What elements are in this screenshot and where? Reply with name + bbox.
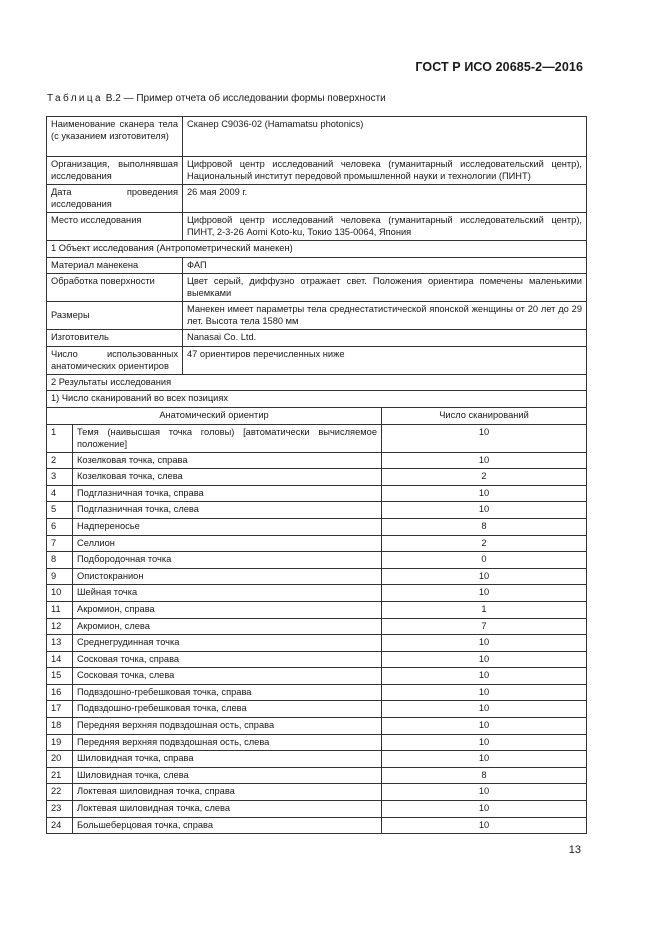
landmark-name: Сосковая точка, справа <box>73 651 382 668</box>
scan-count: 10 <box>382 751 587 768</box>
landmark-number: 12 <box>47 618 73 635</box>
subsection-title: 1) Число сканирований во всех позициях <box>47 391 587 408</box>
scan-count: 2 <box>382 535 587 552</box>
landmark-number: 11 <box>47 601 73 618</box>
table-row <box>47 784 587 801</box>
info-value: Цифровой центр исследований человека (гуманитарный исследовательский центр), Национальный институт передовой промышленной науки и технологии (ПИНТ) <box>183 157 587 185</box>
object-label: Материал манекена <box>47 257 183 274</box>
landmark-name: Шиловидная точка, справа <box>73 751 382 768</box>
landmark-number: 10 <box>47 585 73 602</box>
table-row <box>47 801 587 818</box>
scan-count: 7 <box>382 618 587 635</box>
object-row-landmark-count <box>47 346 587 374</box>
landmark-name: Акромион, слева <box>73 618 382 635</box>
table-row <box>47 469 587 486</box>
landmark-name: Передняя верхняя подвздошная ость, слева <box>73 734 382 751</box>
scan-count: 10 <box>382 485 587 502</box>
scan-count: 10 <box>382 684 587 701</box>
landmark-number: 2 <box>47 452 73 469</box>
landmark-name: Локтевая шиловидная точка, справа <box>73 784 382 801</box>
scan-count: 0 <box>382 552 587 569</box>
scan-count: 2 <box>382 469 587 486</box>
table-row <box>47 635 587 652</box>
landmark-number: 5 <box>47 502 73 519</box>
landmark-name: Подглазничная точка, справа <box>73 485 382 502</box>
landmark-name: Селлион <box>73 535 382 552</box>
object-row-manufacturer <box>47 330 587 347</box>
landmark-name: Передняя верхняя подвздошная ость, справа <box>73 718 382 735</box>
scan-count: 8 <box>382 518 587 535</box>
landmark-rows <box>47 424 587 834</box>
table-row <box>47 552 587 569</box>
scan-count: 10 <box>382 718 587 735</box>
scan-count: 10 <box>382 585 587 602</box>
scan-count: 1 <box>382 601 587 618</box>
landmark-number: 14 <box>47 651 73 668</box>
table-row <box>47 452 587 469</box>
object-value: Манекен имеет параметры тела среднестатистической японской женщины от 20 лет до 29 лет. Высота тела 1580 мм <box>183 302 587 330</box>
object-label: Число использованных анатомических ориентиров <box>47 346 183 374</box>
landmark-name: Большеберцовая точка, справа <box>73 817 382 834</box>
landmark-header-row <box>47 407 587 424</box>
object-value: 47 ориентиров перечисленных ниже <box>183 346 587 374</box>
scan-count: 10 <box>382 784 587 801</box>
scan-count: 10 <box>382 502 587 519</box>
object-value: Nanasai Co. Ltd. <box>183 330 587 347</box>
table-row <box>47 701 587 718</box>
table-row <box>47 424 587 452</box>
landmark-name: Надпереносье <box>73 518 382 535</box>
landmark-name: Подвздошно-гребешковая точка, справа <box>73 684 382 701</box>
landmark-name: Шейная точка <box>73 585 382 602</box>
landmark-number: 22 <box>47 784 73 801</box>
scan-count: 10 <box>382 635 587 652</box>
scan-count: 10 <box>382 568 587 585</box>
landmark-name: Среднегрудинная точка <box>73 635 382 652</box>
info-row-scanner <box>47 117 587 157</box>
info-row-organization <box>47 157 587 185</box>
info-label: Место исследования <box>47 213 183 241</box>
column-header-scans: Число сканирований <box>382 407 587 424</box>
landmark-name: Козелковая точка, слева <box>73 469 382 486</box>
landmark-number: 17 <box>47 701 73 718</box>
landmark-name: Опистокранион <box>73 568 382 585</box>
landmark-number: 6 <box>47 518 73 535</box>
info-label: Организация, выполнявшая исследования <box>47 157 183 185</box>
object-value: ФАП <box>183 257 587 274</box>
object-label: Обработка поверхности <box>47 274 183 302</box>
table-row <box>47 568 587 585</box>
landmark-number: 23 <box>47 801 73 818</box>
info-value: Сканер C9036-02 (Hamamatsu photonics) <box>183 117 587 157</box>
object-label: Размеры <box>47 302 183 330</box>
table-row <box>47 734 587 751</box>
table-row <box>47 535 587 552</box>
section-title: 1 Объект исследования (Антропометрический манекен) <box>47 241 587 258</box>
scan-count: 10 <box>382 452 587 469</box>
section-row <box>47 374 587 391</box>
landmark-number: 4 <box>47 485 73 502</box>
standard-designation: ГОСТ Р ИСО 20685-2—2016 <box>415 60 583 74</box>
table-row <box>47 651 587 668</box>
landmark-number: 13 <box>47 635 73 652</box>
landmark-number: 3 <box>47 469 73 486</box>
info-value: 26 мая 2009 г. <box>183 185 587 213</box>
object-row-dimensions <box>47 302 587 330</box>
landmark-name: Шиловидная точка, слева <box>73 767 382 784</box>
table-row <box>47 684 587 701</box>
landmark-name: Сосковая точка, слева <box>73 668 382 685</box>
table-row <box>47 751 587 768</box>
table-row <box>47 502 587 519</box>
scan-count: 10 <box>382 801 587 818</box>
landmark-name: Подвздошно-гребешковая точка, слева <box>73 701 382 718</box>
info-row-location <box>47 213 587 241</box>
object-label: Изготовитель <box>47 330 183 347</box>
landmark-number: 1 <box>47 424 73 452</box>
scan-count: 10 <box>382 734 587 751</box>
table-row <box>47 668 587 685</box>
info-row-date <box>47 185 587 213</box>
info-label: Наименование сканера тела (с указанием изготовителя) <box>47 117 183 157</box>
table-row <box>47 601 587 618</box>
scan-count: 10 <box>382 701 587 718</box>
section-row <box>47 241 587 258</box>
table-row <box>47 767 587 784</box>
report-table <box>46 116 587 834</box>
table-caption-text: В.2 — Пример отчета об исследовании формы поверхности <box>103 93 386 104</box>
landmark-number: 9 <box>47 568 73 585</box>
table-row <box>47 585 587 602</box>
landmark-number: 18 <box>47 718 73 735</box>
landmark-number: 7 <box>47 535 73 552</box>
landmark-name: Подбородочная точка <box>73 552 382 569</box>
table-row <box>47 718 587 735</box>
landmark-name: Локтевая шиловидная точка, слева <box>73 801 382 818</box>
landmark-number: 20 <box>47 751 73 768</box>
landmark-name: Акромион, справа <box>73 601 382 618</box>
landmark-name: Темя (наивысшая точка головы) [автоматически вычисляемое положение] <box>73 424 382 452</box>
scan-count: 10 <box>382 651 587 668</box>
landmark-number: 24 <box>47 817 73 834</box>
object-row-surface <box>47 274 587 302</box>
object-row-material <box>47 257 587 274</box>
table-row <box>47 485 587 502</box>
landmark-name: Козелковая точка, справа <box>73 452 382 469</box>
landmark-number: 16 <box>47 684 73 701</box>
info-label: Дата проведения исследования <box>47 185 183 213</box>
section-title: 2 Результаты исследования <box>47 374 587 391</box>
scan-count: 10 <box>382 817 587 834</box>
scan-count: 10 <box>382 424 587 452</box>
table-row <box>47 817 587 834</box>
table-row <box>47 618 587 635</box>
landmark-number: 19 <box>47 734 73 751</box>
table-caption <box>47 93 386 104</box>
object-value: Цвет серый, диффузно отражает свет. Положения ориентира помечены маленькими выемками <box>183 274 587 302</box>
landmark-number: 15 <box>47 668 73 685</box>
info-value: Цифровой центр исследований человека (гуманитарный исследовательский центр), ПИНТ, 2-3-26 Aomi Koto-ku, Токио 135-0064, Япония <box>183 213 587 241</box>
landmark-number: 8 <box>47 552 73 569</box>
page-number: 13 <box>568 844 581 856</box>
landmark-number: 21 <box>47 767 73 784</box>
subsection-row <box>47 391 587 408</box>
landmark-name: Подглазничная точка, слева <box>73 502 382 519</box>
scan-count: 10 <box>382 668 587 685</box>
table-row <box>47 518 587 535</box>
scan-count: 8 <box>382 767 587 784</box>
table-caption-prefix: Таблица <box>47 93 104 104</box>
column-header-landmark: Анатомический ориентир <box>47 407 382 424</box>
